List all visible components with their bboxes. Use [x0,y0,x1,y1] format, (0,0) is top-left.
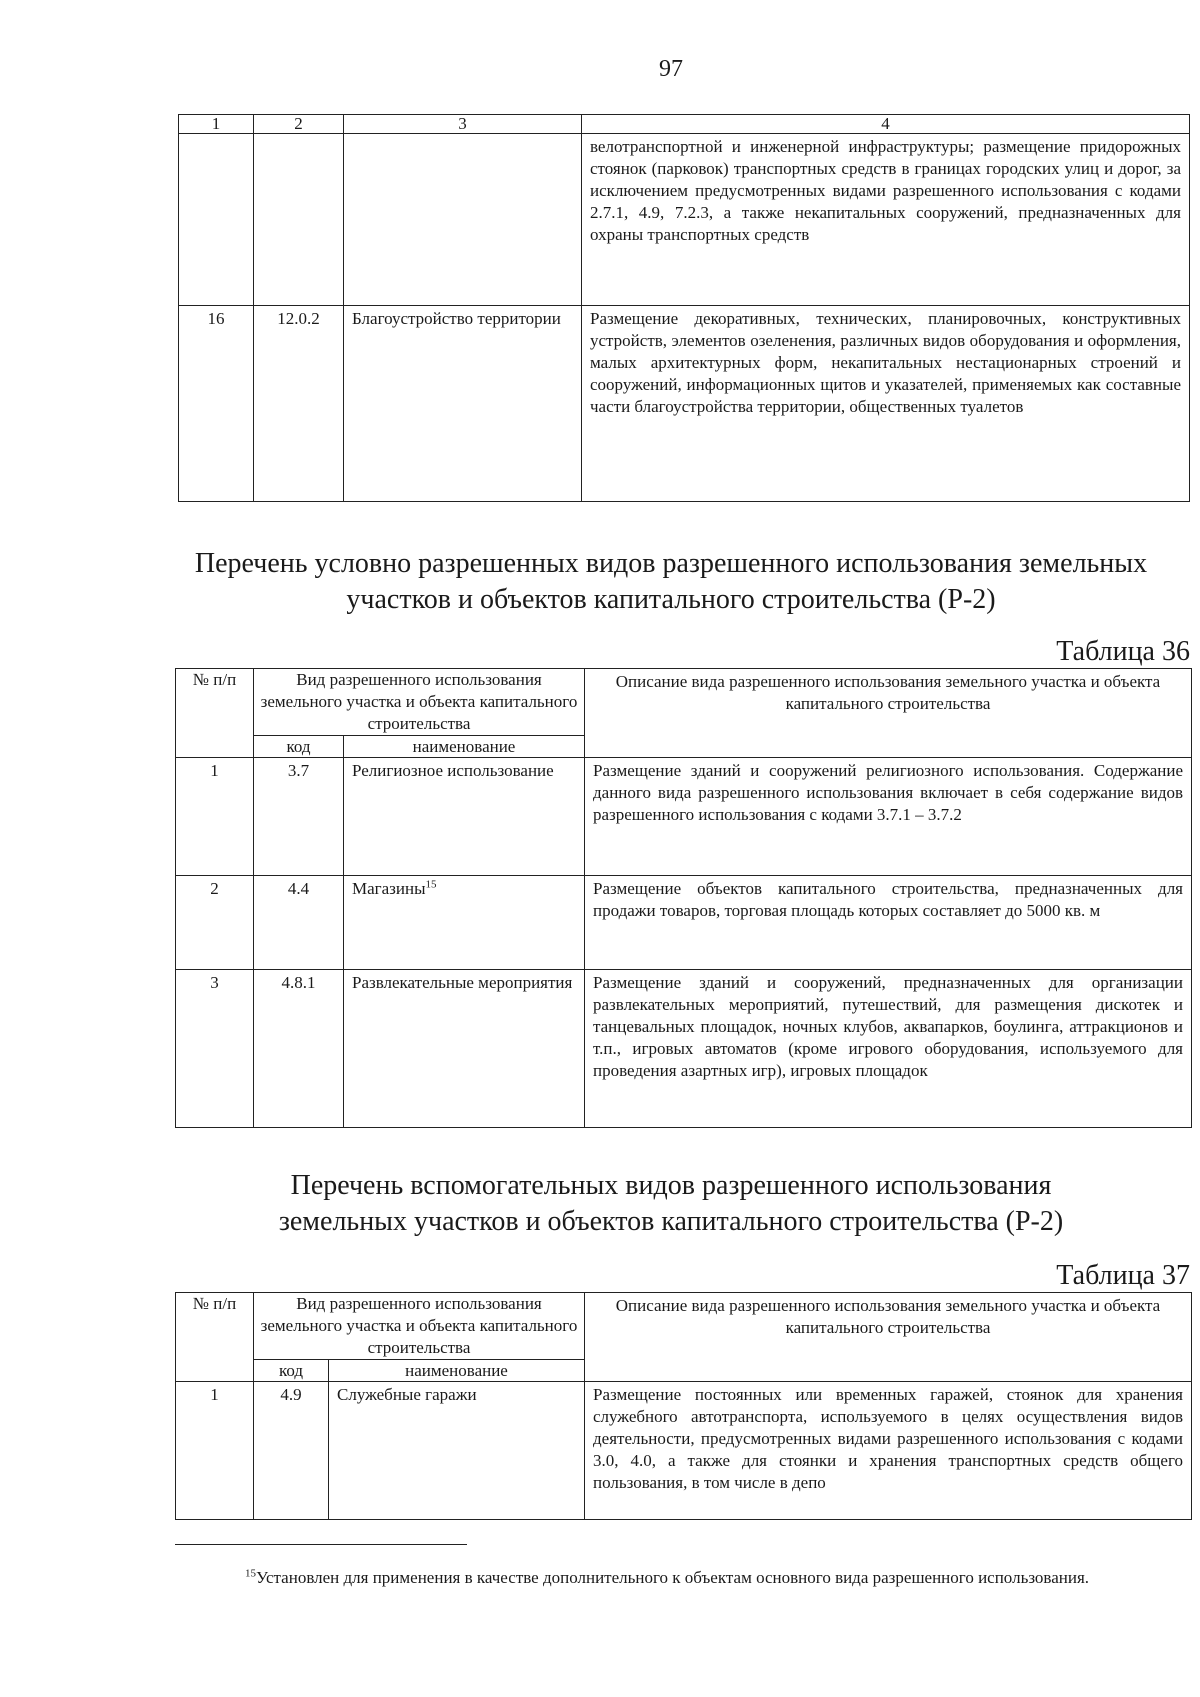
header-name: наименование [344,736,585,758]
table-row [176,876,1192,970]
table-header-row [176,669,1192,736]
section-heading-auxiliary [0,1168,1200,1240]
row-description: велотранспортной и инженерной инфраструктуры; размещение придорожных стоянок (парковок) транспортных средств в границах городских улиц и дорог, за исключением предусмотренных видами разрешенного использования с кодами 2.7.1, 4.9, 7.2.3, а также некапитальных сооружений, предназначенных для охраны транспортных средств [582,134,1190,306]
column-number-2: 2 [254,115,344,134]
row-name-text: Магазины [352,879,426,898]
row-code: 3.7 [254,758,344,876]
row-name: Служебные гаражи [329,1382,585,1520]
row-number: 3 [176,970,254,1128]
row-code: 4.4 [254,876,344,970]
row-code [254,134,344,306]
row-number: 2 [176,876,254,970]
footnote-reference: 15 [425,878,437,891]
table-37-label: Таблица 37 [1056,1260,1190,1291]
table-row [179,134,1190,306]
footnote [175,1566,1187,1590]
column-number-3: 3 [344,115,582,134]
row-number: 1 [176,1382,254,1520]
footnote-divider [175,1544,467,1545]
header-description: Описание вида разрешенного использования земельного участка и объекта капитального строительства [585,1293,1192,1382]
row-description: Размещение зданий и сооружений религиозного использования. Содержание данного вида разрешенного использования включает в себя содержание видов разрешенного использования с кодами 3.7.1 – 3.7.2 [585,758,1192,876]
header-kind: Вид разрешенного использования земельного участка и объекта капитального строительства [254,669,585,736]
row-name: Религиозное использование [344,758,585,876]
header-kind: Вид разрешенного использования земельного участка и объекта капитального строительства [254,1293,585,1360]
heading-line: участков и объектов капитального строительства (Р-2) [346,584,996,615]
header-description: Описание вида разрешенного использования земельного участка и объекта капитального строительства [585,669,1192,758]
row-code: 4.9 [254,1382,329,1520]
page-number: 97 [659,56,683,82]
heading-line: земельных участков и объектов капитального строительства (Р-2) [278,1206,1064,1237]
row-name [344,876,585,970]
table-37 [175,1292,1192,1520]
footnote-mark: 15 [245,1567,256,1580]
header-code: код [254,736,344,758]
continuation-table [178,114,1190,502]
table-row [176,1382,1192,1520]
row-name: Развлекательные мероприятия [344,970,585,1128]
column-number-4: 4 [582,115,1190,134]
row-number: 1 [176,758,254,876]
table-header-row [176,1293,1192,1360]
row-code: 12.0.2 [254,306,344,502]
row-number: 16 [179,306,254,502]
header-number: № п/п [176,669,254,758]
table-header-row [179,115,1190,134]
footnote-text: Установлен для применения в качестве дополнительного к объектам основного вида разрешенного использования. [256,1568,1090,1587]
table-36-label: Таблица 36 [1056,636,1190,667]
heading-line: Перечень вспомогательных видов разрешенного использования [290,1170,1052,1201]
row-number [179,134,254,306]
row-name: Благоустройство территории [344,306,582,502]
header-code: код [254,1360,329,1382]
row-description: Размещение объектов капитального строительства, предназначенных для продажи товаров, торговая площадь которых составляет до 5000 кв. м [585,876,1192,970]
row-name [344,134,582,306]
header-name: наименование [329,1360,585,1382]
row-code: 4.8.1 [254,970,344,1128]
row-description: Размещение декоративных, технических, планировочных, конструктивных устройств, элементов озеленения, различных видов оборудования и оформления, малых архитектурных форм, некапитальных нестационарных строений и сооружений, информационных щитов и указателей, применяемых как составные части благоустройства территории, общественных туалетов [582,306,1190,502]
row-description: Размещение зданий и сооружений, предназначенных для организации развлекательных мероприятий, путешествий, для размещения дискотек и танцевальных площадок, ночных клубов, аквапарков, боулинга, аттракционов и т.п., игровых автоматов (кроме игрового оборудования, используемого для проведения азартных игр), игровых площадок [585,970,1192,1128]
table-row [176,758,1192,876]
table-row [179,306,1190,502]
heading-line: Перечень условно разрешенных видов разрешенного использования земельных [194,548,1148,579]
header-number: № п/п [176,1293,254,1382]
table-row [176,970,1192,1128]
section-heading-conditional [0,546,1200,618]
column-number-1: 1 [179,115,254,134]
row-description: Размещение постоянных или временных гаражей, стоянок для хранения служебного автотранспорта, используемого в целях осуществления видов деятельности, предусмотренных видами разрешенного использования с кодами 3.0, 4.0, а также для стоянки и хранения транспортных средств общего пользования, в том числе в депо [585,1382,1192,1520]
table-36 [175,668,1192,1128]
